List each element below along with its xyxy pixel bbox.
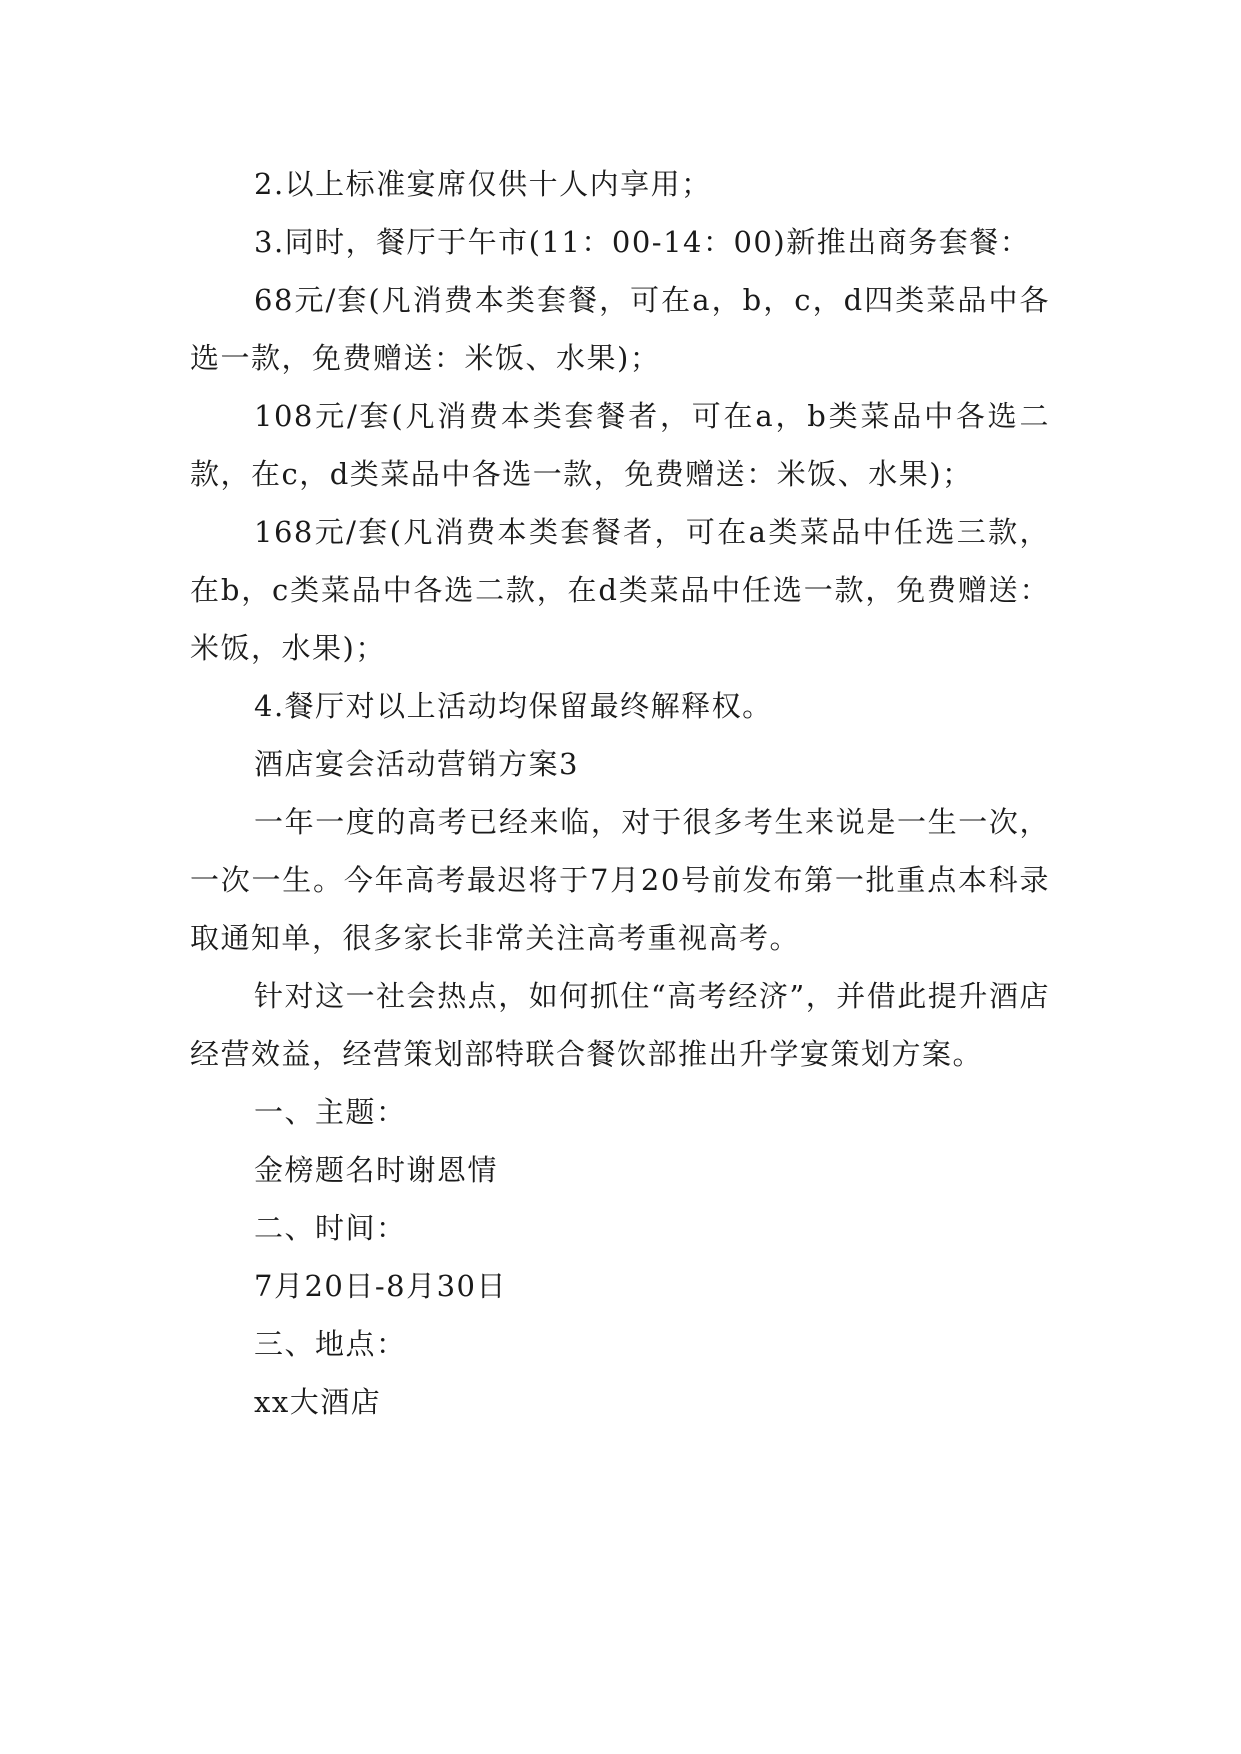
location-value: xx大酒店 [254,1385,382,1419]
paragraph-set-108: 108元/套(凡消费本类套餐者，可在a，b类菜品中各选二款，在c，d类菜品中各选一款，免费赠送：米饭、水果)； [190,399,1050,491]
heading-time: 二、时间： [254,1211,407,1245]
time-value: 7月20日-8月30日 [254,1269,508,1303]
theme-value: 金榜题名时谢恩情 [254,1153,499,1187]
paragraph-set-168: 168元/套(凡消费本类套餐者，可在a类菜品中任选三款，在b，c类菜品中各选二款，在d类菜品中任选一款，免费赠送：米饭，水果)； [190,515,1050,665]
document-body [190,155,1050,1431]
paragraph-set-68: 68元/套(凡消费本类套餐，可在a，b，c，d四类菜品中各选一款，免费赠送：米饭、水果)； [190,283,1050,375]
heading-location: 三、地点： [254,1327,407,1361]
paragraph-banquet-limit: 2.以上标准宴席仅供十人内享用； [254,167,712,201]
heading-theme: 一、主题： [254,1095,407,1129]
paragraph-gaokao-economy: 针对这一社会热点，如何抓住“高考经济”，并借此提升酒店经营效益，经营策划部特联合餐饮部推出升学宴策划方案。 [190,979,1050,1071]
section-heading-plan-3: 酒店宴会活动营销方案3 [254,747,579,781]
paragraph-business-set-intro: 3.同时，餐厅于午市(11：00-14：00)新推出商务套餐： [254,225,1031,259]
paragraph-final-interpretation: 4.餐厅对以上活动均保留最终解释权。 [254,689,773,723]
paragraph-gaokao-intro: 一年一度的高考已经来临，对于很多考生来说是一生一次，一次一生。今年高考最迟将于7月20号前发布第一批重点本科录取通知单，很多家长非常关注高考重视高考。 [190,805,1050,955]
